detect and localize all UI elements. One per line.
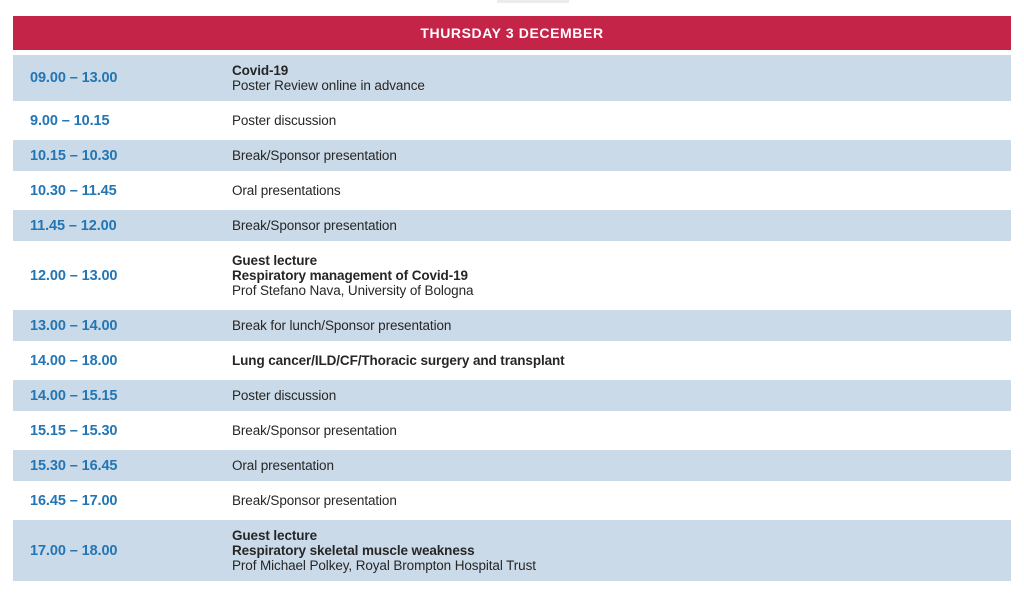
session-detail: Break/Sponsor presentation <box>232 218 397 233</box>
session-description <box>232 140 1011 171</box>
time-slot: 14.00 – 18.00 <box>30 352 118 369</box>
session-detail: Poster discussion <box>232 388 337 403</box>
time-slot: 16.45 – 17.00 <box>30 492 118 509</box>
schedule-row <box>13 345 1011 376</box>
session-description <box>232 55 1011 101</box>
schedule-row <box>13 210 1011 241</box>
session-detail: Break/Sponsor presentation <box>232 493 397 508</box>
session-description <box>232 450 1011 481</box>
schedule-rows <box>13 55 1011 581</box>
schedule-row <box>13 485 1011 516</box>
session-title: Covid-19 <box>232 63 289 78</box>
schedule-row <box>13 245 1011 306</box>
session-description <box>232 520 1011 581</box>
session-description <box>232 210 1011 241</box>
time-slot: 15.15 – 15.30 <box>30 422 118 439</box>
time-slot: 9.00 – 10.15 <box>30 112 110 129</box>
schedule-row <box>13 310 1011 341</box>
session-detail: Poster Review online in advance <box>232 78 425 93</box>
session-description <box>232 310 1011 341</box>
time-slot: 10.15 – 10.30 <box>30 147 118 164</box>
time-slot: 14.00 – 15.15 <box>30 387 118 404</box>
time-slot: 11.45 – 12.00 <box>30 217 117 234</box>
schedule-row <box>13 415 1011 446</box>
session-description <box>232 485 1011 516</box>
session-description <box>232 175 1011 206</box>
schedule-table <box>13 16 1011 585</box>
schedule-row <box>13 520 1011 581</box>
session-detail: Prof Michael Polkey, Royal Brompton Hospital Trust <box>232 558 536 573</box>
schedule-row <box>13 175 1011 206</box>
session-title: Respiratory skeletal muscle weakness <box>232 543 475 558</box>
schedule-row <box>13 55 1011 101</box>
session-title: Lung cancer/ILD/CF/Thoracic surgery and transplant <box>232 353 565 368</box>
schedule-row <box>13 450 1011 481</box>
session-description <box>232 105 1011 136</box>
day-title: THURSDAY 3 DECEMBER <box>420 25 604 41</box>
schedule-row <box>13 380 1011 411</box>
session-detail: Oral presentations <box>232 183 341 198</box>
session-title: Guest lecture <box>232 528 317 543</box>
time-slot: 13.00 – 14.00 <box>30 317 118 334</box>
session-description <box>232 415 1011 446</box>
session-title: Guest lecture <box>232 253 317 268</box>
scan-artifact <box>497 0 569 3</box>
schedule-row <box>13 105 1011 136</box>
session-description <box>232 345 1011 376</box>
time-slot: 10.30 – 11.45 <box>30 182 117 199</box>
time-slot: 09.00 – 13.00 <box>30 70 118 86</box>
session-detail: Break/Sponsor presentation <box>232 423 397 438</box>
session-description <box>232 245 1011 306</box>
session-detail: Prof Stefano Nava, University of Bologna <box>232 283 474 298</box>
session-detail: Oral presentation <box>232 458 334 473</box>
session-detail: Break for lunch/Sponsor presentation <box>232 318 452 333</box>
session-detail: Break/Sponsor presentation <box>232 148 397 163</box>
time-slot: 17.00 – 18.00 <box>30 542 118 559</box>
session-title: Respiratory management of Covid-19 <box>232 268 468 283</box>
time-slot: 15.30 – 16.45 <box>30 457 118 474</box>
schedule-row <box>13 140 1011 171</box>
day-header <box>13 16 1011 50</box>
time-slot: 12.00 – 13.00 <box>30 267 118 284</box>
session-description <box>232 380 1011 411</box>
session-detail: Poster discussion <box>232 113 337 128</box>
